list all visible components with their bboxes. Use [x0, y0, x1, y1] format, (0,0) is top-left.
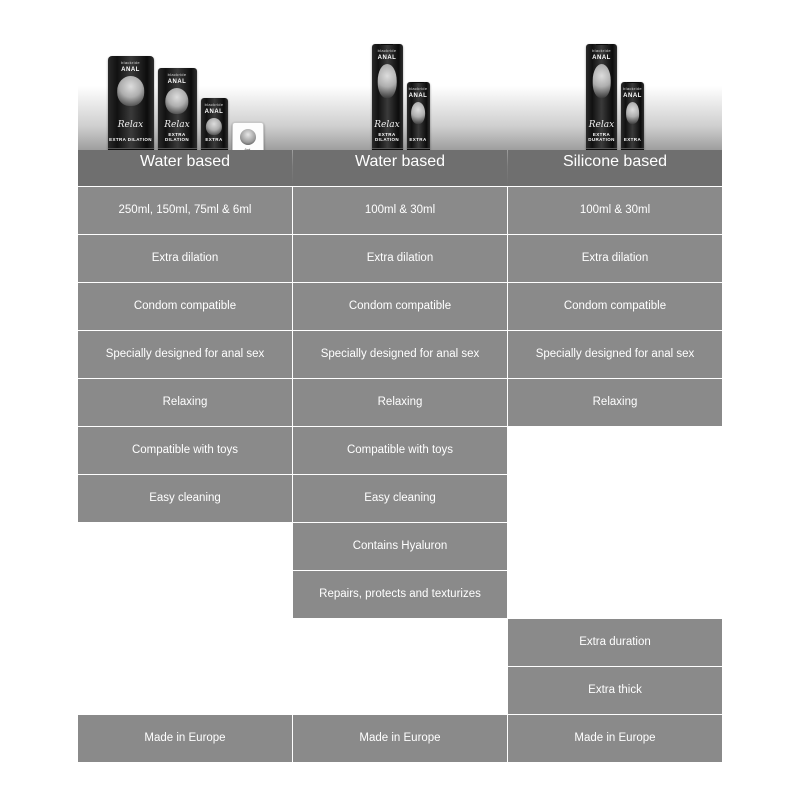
- spray-nozzle-icon: [412, 82, 424, 83]
- product-artwork-icon: [411, 102, 425, 124]
- product-brand-label: blackride: [592, 48, 611, 53]
- spray-nozzle-icon: [596, 44, 608, 45]
- product-name-label: ANAL: [623, 93, 642, 99]
- product-name-label: ANAL: [204, 109, 224, 115]
- product-script-label: Relax: [164, 120, 190, 130]
- table-cell: Repairs, protects and texturizes: [293, 571, 507, 618]
- product-group-silicone-sprays: [508, 34, 722, 156]
- table-cell: Condom compatible: [508, 283, 722, 330]
- table-cell-empty: [293, 667, 507, 714]
- product-brand-label: blackride: [408, 86, 428, 91]
- table-cell: 100ml & 30ml: [508, 187, 722, 234]
- column-header-silicone-based: Silicone based: [508, 150, 722, 186]
- table-row: [78, 667, 722, 714]
- product-script-label: Relax: [374, 120, 400, 130]
- table-cell: 100ml & 30ml: [293, 187, 507, 234]
- table-row: [78, 331, 722, 378]
- table-cell-empty: [508, 571, 722, 618]
- table-cell: Extra dilation: [78, 235, 292, 282]
- table-cell-empty: [508, 523, 722, 570]
- table-cell: Condom compatible: [293, 283, 507, 330]
- product-artwork-icon: [378, 64, 397, 98]
- table-cell: Extra dilation: [508, 235, 722, 282]
- product-spray-30ml-silicone: [621, 82, 644, 156]
- product-tube-75ml: [201, 98, 228, 156]
- product-tube-250ml: [108, 56, 154, 156]
- table-cell-empty: [508, 427, 722, 474]
- table-cell: Relaxing: [508, 379, 722, 426]
- table-cell: Relaxing: [293, 379, 507, 426]
- table-cell: Made in Europe: [508, 715, 722, 762]
- product-artwork-icon: [165, 88, 188, 114]
- comparison-table: [78, 150, 722, 763]
- table-cell: Made in Europe: [78, 715, 292, 762]
- product-script-label: Relax: [117, 120, 144, 130]
- table-row: [78, 427, 722, 474]
- table-cell-empty: [78, 619, 292, 666]
- product-name-label: ANAL: [592, 55, 611, 61]
- table-cell: Condom compatible: [78, 283, 292, 330]
- product-artwork-icon: [626, 102, 640, 124]
- table-cell-empty: [78, 667, 292, 714]
- product-extra-label: EXTRA DILATION: [164, 132, 190, 142]
- column-header-water-based-tubes: Water based: [78, 150, 292, 186]
- table-header-row: [78, 150, 722, 186]
- product-extra-label: EXTRA DURATION: [588, 132, 615, 142]
- product-artwork-icon: [206, 118, 222, 135]
- table-cell: Compatible with toys: [293, 427, 507, 474]
- product-extra-label: EXTRA DILATION: [109, 137, 152, 142]
- table-cell: Easy cleaning: [78, 475, 292, 522]
- table-cell-empty: [293, 619, 507, 666]
- product-name-label: ANAL: [377, 55, 397, 61]
- product-artwork-icon: [592, 64, 611, 98]
- table-row: [78, 187, 722, 234]
- table-cell: Compatible with toys: [78, 427, 292, 474]
- table-row: [78, 283, 722, 330]
- product-spray-100ml-water: [372, 44, 403, 156]
- product-brand-label: blackride: [623, 86, 642, 91]
- table-row: [78, 715, 722, 762]
- table-cell: Specially designed for anal sex: [508, 331, 722, 378]
- table-cell: Specially designed for anal sex: [78, 331, 292, 378]
- table-cell: Extra duration: [508, 619, 722, 666]
- table-cell: Extra dilation: [293, 235, 507, 282]
- table-cell-empty: [508, 475, 722, 522]
- product-script-label: Relax: [588, 120, 615, 130]
- product-name-label: ANAL: [167, 79, 187, 85]
- product-artwork-icon: [240, 129, 256, 145]
- spray-nozzle-icon: [381, 44, 393, 45]
- table-row: [78, 475, 722, 522]
- product-name-label: ANAL: [408, 93, 428, 99]
- product-tube-150ml: [158, 68, 197, 156]
- table-cell: Extra thick: [508, 667, 722, 714]
- product-brand-label: blackride: [204, 102, 224, 107]
- product-group-water-tubes: [78, 56, 293, 156]
- product-brand-label: blackride: [121, 60, 140, 65]
- product-name-label: ANAL: [121, 67, 140, 73]
- spray-nozzle-icon: [627, 82, 639, 83]
- table-cell: Easy cleaning: [293, 475, 507, 522]
- table-row: [78, 571, 722, 618]
- product-brand-label: blackride: [167, 72, 187, 77]
- table-cell: Specially designed for anal sex: [293, 331, 507, 378]
- table-cell: Relaxing: [78, 379, 292, 426]
- product-extra-label: EXTRA: [623, 137, 642, 142]
- table-cell-empty: [78, 571, 292, 618]
- product-extra-label: EXTRA: [409, 137, 427, 142]
- table-row: [78, 619, 722, 666]
- table-row: [78, 523, 722, 570]
- product-spray-30ml-water: [407, 82, 430, 156]
- product-artwork-icon: [117, 76, 145, 106]
- table-cell: Contains Hyaluron: [293, 523, 507, 570]
- column-header-water-based-sprays: Water based: [293, 150, 507, 186]
- product-brand-label: blackride: [377, 48, 397, 53]
- table-cell: Made in Europe: [293, 715, 507, 762]
- product-extra-label: EXTRA: [205, 137, 223, 142]
- product-extra-label: EXTRA DILATION: [374, 132, 400, 142]
- table-cell-empty: [78, 523, 292, 570]
- table-row: [78, 235, 722, 282]
- table-row: [78, 379, 722, 426]
- product-spray-100ml-silicone: [586, 44, 617, 156]
- product-group-water-sprays: [293, 34, 508, 156]
- table-cell: 250ml, 150ml, 75ml & 6ml: [78, 187, 292, 234]
